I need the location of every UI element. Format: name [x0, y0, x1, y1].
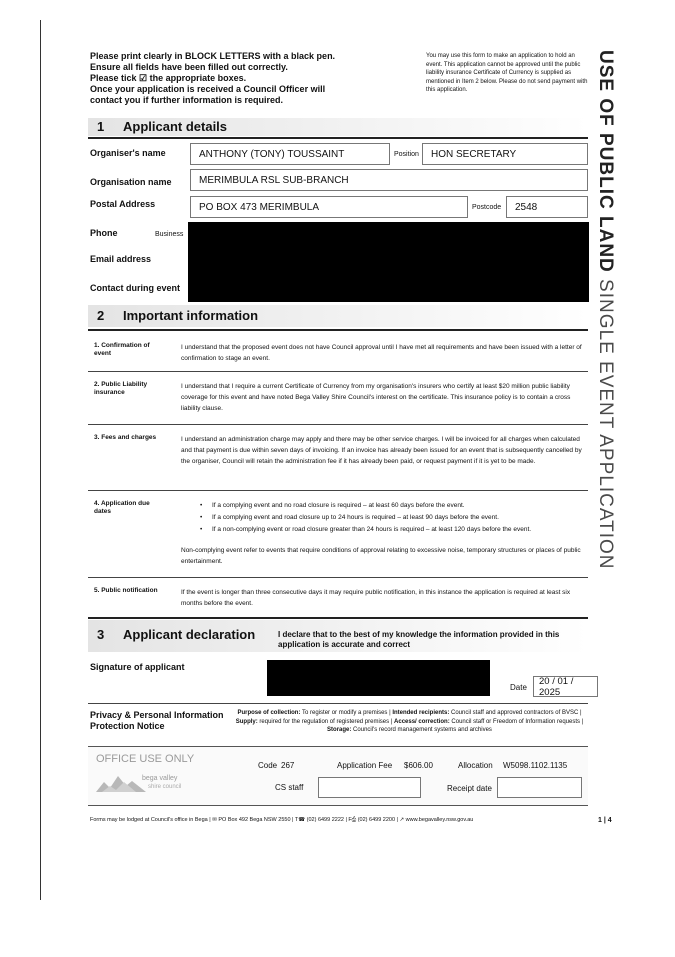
info-divider — [88, 371, 588, 372]
info-text-4: Non-complying event refer to events that require conditions of approval relating to excessive noise, temporary structures or places of public entertainment. — [181, 547, 581, 565]
list-item: • If a complying event and no road closure is required – at least 60 days before the event. — [200, 500, 580, 512]
info-divider — [88, 424, 588, 425]
instruction-line: Ensure all fields have been filled out correctly. — [90, 62, 288, 72]
postal-value: PO BOX 473 MERIMBULA — [199, 201, 320, 213]
logo-text-line1: bega valley — [142, 775, 178, 782]
list-item: • If a non-complying event or road closure greater than 24 hours is required – at least 120 days before the event. — [200, 524, 580, 536]
code-value: 267 — [281, 761, 295, 770]
redacted-signature — [267, 660, 490, 696]
redacted-contact-details — [188, 222, 589, 302]
declaration-text: I declare that to the best of my knowledge the information provided in this application is accurate and correct — [278, 630, 560, 649]
info-divider — [88, 577, 588, 578]
logo-text-line2: shire council — [148, 784, 182, 790]
section3-top-rule — [88, 617, 588, 619]
business-label: Business — [155, 231, 184, 238]
fee-label: Application Fee — [337, 761, 393, 770]
position-label: Position — [394, 151, 419, 158]
footer-text: Forms may be lodged at Council's office in Bega | ✉ PO Box 492 Bega NSW 2550 | T☎ (02) 6499 2222 | F⎙ (02) 6499 2200 | ↗ www.begavalley.nsw.gov.au — [90, 817, 474, 823]
instructions — [90, 51, 410, 106]
info-text-3: I understand an administration charge may apply and there may be other service charges. I will be invoiced for all charges when calculated and that payment is due within seven days of invoicing. If an invoice has already been issued for an event that is subsequently cancelled by the organiser, Council will retain the administration fee if it has already been paid, or request payment if it is yet to be made. — [181, 436, 582, 465]
scan-left-edge — [40, 20, 41, 900]
receipt-date-field[interactable] — [497, 777, 582, 798]
privacy-key: Supply: — [235, 718, 258, 725]
privacy-key: Purpose of collection: — [237, 710, 301, 716]
organiser-field[interactable] — [190, 143, 390, 165]
postcode-value: 2548 — [515, 201, 538, 213]
privacy-key: Storage: — [327, 727, 352, 733]
date-label: Date — [510, 683, 527, 692]
info-label-4: 4. Application due dates — [94, 500, 150, 515]
section1-number: 1 — [97, 119, 105, 134]
postal-field[interactable] — [190, 196, 468, 218]
privacy-rule — [88, 703, 588, 704]
section1-rule — [88, 137, 588, 139]
side-title — [594, 50, 616, 570]
info-label-5: 5. Public notification — [94, 587, 158, 594]
due-dates-list — [200, 500, 580, 536]
section2-number: 2 — [97, 308, 105, 323]
info-label-3: 3. Fees and charges — [94, 434, 157, 441]
privacy-text — [232, 709, 587, 735]
info-label-2: 2. Public Liability insurance — [94, 381, 148, 396]
info-text-2: I understand that I require a current Certificate of Currency from my organisation's insurers who certify at least $20 million public liability coverage for this event and have noted Bega Valley Shire Council's interest on the certificate. This insurance policy is to contain a cross liability clause. — [181, 383, 571, 412]
info-divider — [88, 490, 588, 491]
privacy-value: To register or modify a premises | — [300, 710, 393, 716]
info-text-1: I understand that the proposed event does not have Council approval until I have met all requirements and have been issued with a letter of confirmation to stage an event. — [181, 344, 582, 362]
instruction-note: You may use this form to make an application to hold an event. This application cannot be approved until the public liability insurance Certificate of Currency is supplied as mentioned in Item 2 below. Please do not send payment with this application. — [426, 53, 588, 93]
contact-label: Contact during event — [90, 283, 181, 293]
instruction-line: contact you if further information is required. — [90, 95, 284, 105]
privacy-value: required for the regulation of registered premises | — [257, 718, 395, 725]
organiser-label: Organiser's name — [90, 148, 166, 158]
privacy-value: Council staff or Freedom of Information requests | — [449, 718, 584, 725]
instruction-line: Once your application is received a Council Officer will — [90, 84, 326, 94]
privacy-value: Council staff and approved contractors of BVSC | — [449, 710, 582, 716]
signature-label: Signature of applicant — [90, 662, 185, 672]
date-value: 20 / 01 / 2025 — [539, 675, 574, 698]
cs-staff-label: CS staff — [275, 783, 304, 792]
allocation-label: Allocation — [458, 761, 493, 770]
info-label-1: 1. Confirmation of event — [94, 342, 150, 357]
phone-label: Phone — [90, 228, 118, 238]
privacy-key: Intended recipients: — [392, 710, 450, 716]
email-label: Email address — [90, 254, 152, 264]
office-use-title: OFFICE USE ONLY — [96, 753, 195, 765]
instruction-line: Please tick ☑ the appropriate boxes. — [90, 73, 247, 83]
side-title-bold: USE OF PUBLIC LAND — [595, 50, 616, 273]
date-field[interactable] — [533, 676, 598, 697]
section3-title: Applicant declaration — [123, 627, 256, 642]
organisation-field[interactable] — [190, 169, 588, 191]
organiser-value: ANTHONY (TONY) TOUSSAINT — [199, 148, 345, 160]
section3-number: 3 — [97, 627, 105, 642]
side-title-light: SINGLE EVENT APPLICATION — [595, 272, 616, 570]
position-value: HON SECRETARY — [431, 148, 517, 160]
privacy-key: Access/ correction: — [394, 718, 450, 725]
section1-title: Applicant details — [123, 119, 228, 134]
instruction-line: Please print clearly in BLOCK LETTERS with a black pen. — [90, 51, 336, 61]
fee-value: $606.00 — [404, 761, 433, 770]
postal-label: Postal Address — [90, 199, 156, 209]
section2-title: Important information — [123, 308, 259, 323]
organisation-label: Organisation name — [90, 177, 172, 187]
postcode-label: Postcode — [472, 204, 502, 211]
postcode-field[interactable] — [506, 196, 588, 218]
bega-valley-logo-icon — [96, 772, 146, 794]
privacy-title: Privacy & Personal Information Protection Notice — [90, 710, 224, 731]
receipt-date-label: Receipt date — [447, 784, 492, 793]
section2-rule — [88, 329, 588, 331]
page-number: 1 | 4 — [598, 817, 612, 824]
list-item: • If a complying event and road closure up to 24 hours is required – at least 90 days before the event. — [200, 512, 580, 524]
organisation-value: MERIMBULA RSL SUB-BRANCH — [199, 174, 349, 186]
cs-staff-field[interactable] — [318, 777, 421, 798]
code-label: Code — [258, 761, 278, 770]
allocation-value: W5098.1102.1135 — [503, 761, 568, 770]
privacy-value: Council's record management systems and archives — [351, 727, 492, 733]
info-text-5: If the event is longer than three consecutive days it may require public notification, in this instance the application is required at least six months before the event. — [181, 589, 571, 607]
position-field[interactable] — [422, 143, 588, 165]
